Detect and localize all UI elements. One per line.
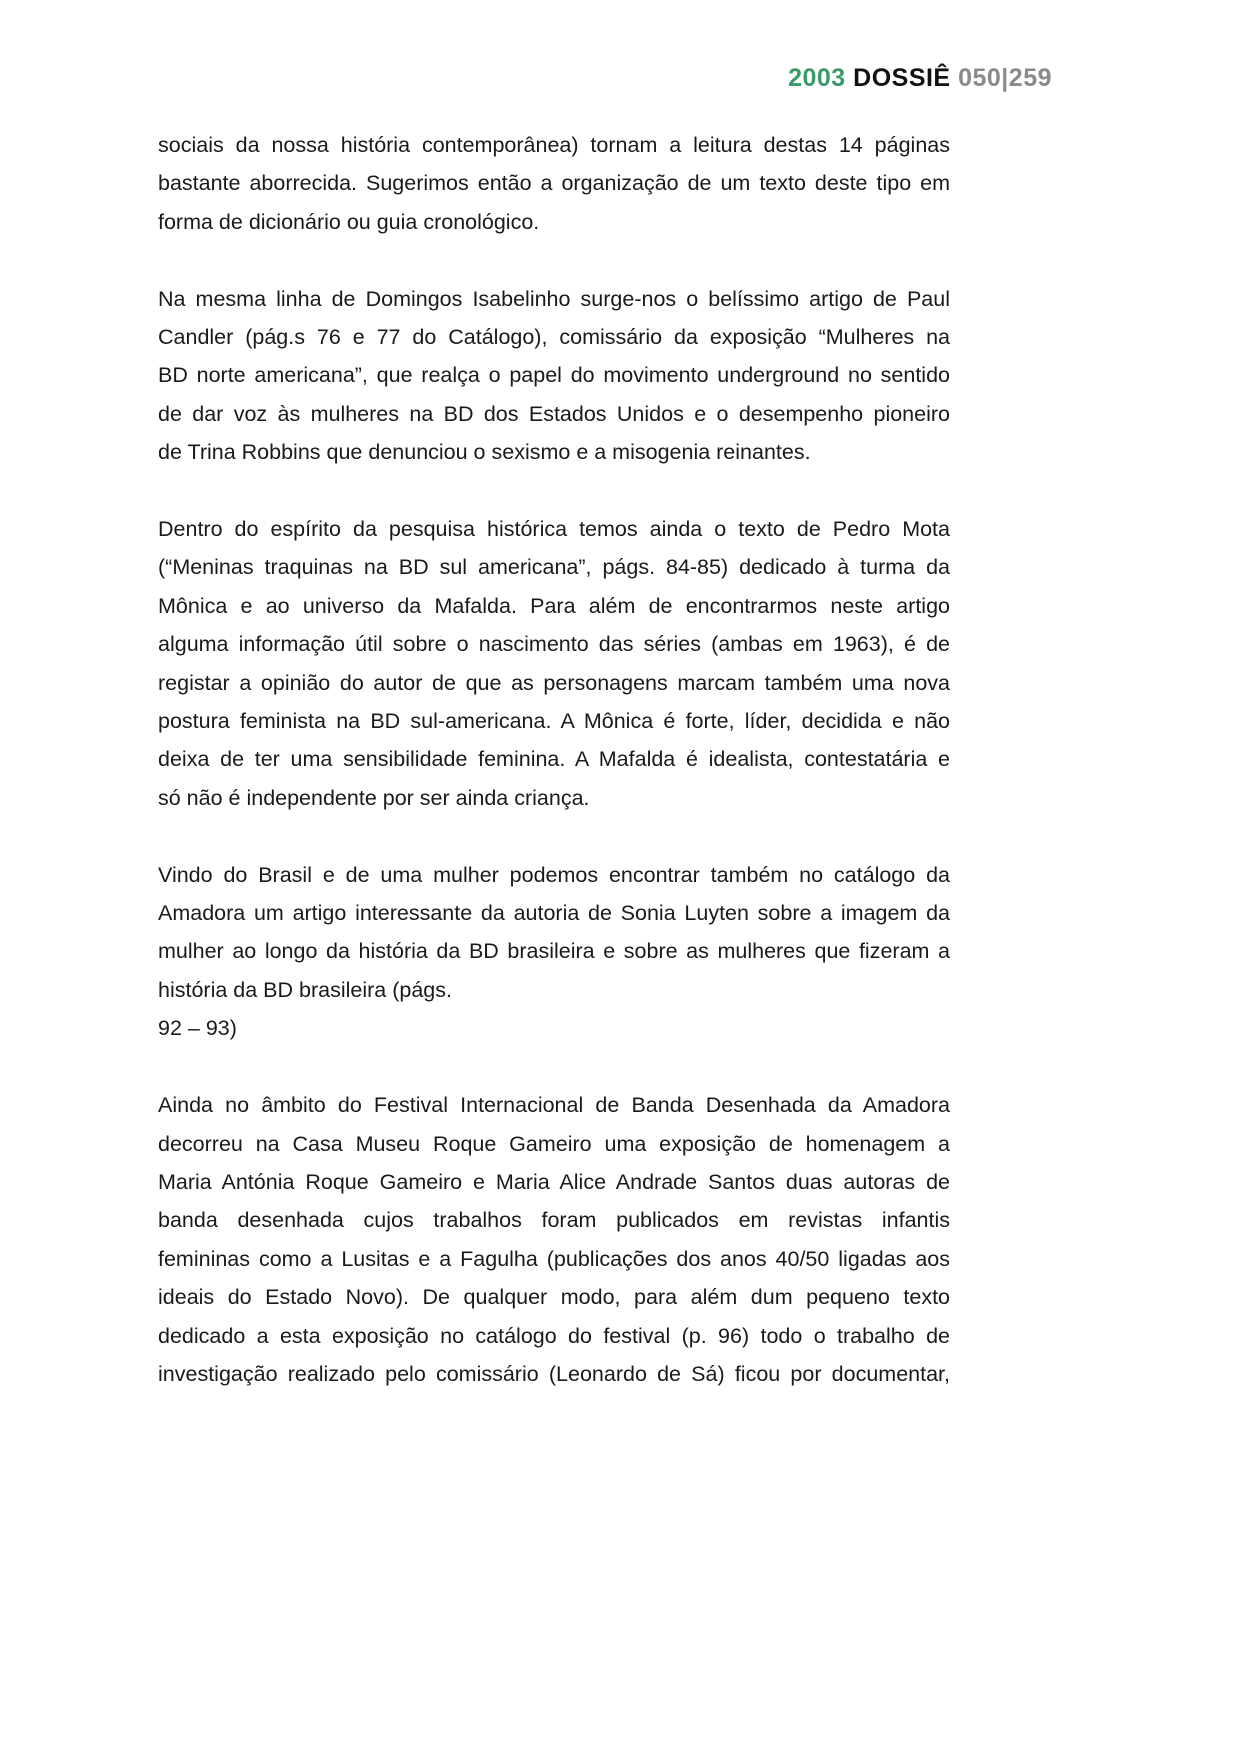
text-line: de Trina Robbins que denunciou o sexismo e a misogenia reinantes.: [158, 440, 811, 465]
text-line: dedicado a esta exposição no catálogo do festival (p. 96) todo o trabalho de: [158, 1323, 950, 1348]
header-year: 2003: [788, 64, 846, 92]
text-line: história da BD brasileira (págs.: [158, 977, 452, 1002]
paragraph: [158, 126, 950, 241]
page-header: [788, 64, 1052, 93]
paragraph: [158, 510, 950, 817]
text-line: 92 – 93): [158, 1016, 237, 1041]
text-line: Amadora um artigo interessante da autoria de Sonia Luyten sobre a imagem da: [158, 901, 950, 926]
text-line: Na mesma linha de Domingos Isabelinho surge-nos o belíssimo artigo de Paul: [158, 286, 950, 311]
text-line: banda desenhada cujos trabalhos foram publicados em revistas infantis: [158, 1208, 950, 1233]
text-line: investigação realizado pelo comissário (Leonardo de Sá) ficou por documentar,: [158, 1361, 950, 1386]
header-title: DOSSIÊ: [853, 64, 951, 92]
text-line: Dentro do espírito da pesquisa histórica temos ainda o texto de Pedro Mota: [158, 517, 950, 542]
text-line: Ainda no âmbito do Festival Internacional de Banda Desenhada da Amadora: [158, 1093, 950, 1118]
text-line: bastante aborrecida. Sugerimos então a organização de um texto deste tipo em: [158, 171, 950, 196]
body-text: [158, 126, 950, 1432]
text-line: Candler (pág.s 76 e 77 do Catálogo), comissário da exposição “Mulheres na: [158, 325, 950, 350]
text-line: registar a opinião do autor de que as personagens marcam também uma nova: [158, 670, 950, 695]
text-line: de dar voz às mulheres na BD dos Estados Unidos e o desempenho pioneiro: [158, 401, 950, 426]
text-line: mulher ao longo da história da BD brasileira e sobre as mulheres que fizeram a: [158, 939, 950, 964]
text-line: Vindo do Brasil e de uma mulher podemos encontrar também no catálogo da: [158, 862, 950, 887]
text-line: femininas como a Lusitas e a Fagulha (publicações dos anos 40/50 ligadas aos: [158, 1246, 950, 1271]
text-line: Mônica e ao universo da Mafalda. Para além de encontrarmos neste artigo: [158, 593, 950, 618]
text-line: ideais do Estado Novo). De qualquer modo, para além dum pequeno texto: [158, 1285, 950, 1310]
paragraph: [158, 856, 950, 1048]
text-line: postura feminista na BD sul-americana. A Mônica é forte, líder, decidida e não: [158, 709, 950, 734]
header-page-number: 050|259: [958, 64, 1052, 92]
text-line: (“Meninas traquinas na BD sul americana”, págs. 84-85) dedicado à turma da: [158, 555, 950, 580]
paragraph: [158, 280, 950, 472]
text-line: forma de dicionário ou guia cronológico.: [158, 209, 540, 234]
text-line: decorreu na Casa Museu Roque Gameiro uma exposição de homenagem a: [158, 1131, 950, 1156]
paragraph: [158, 1086, 950, 1393]
text-line: BD norte americana”, que realça o papel do movimento underground no sentido: [158, 363, 950, 388]
text-line: alguma informação útil sobre o nascimento das séries (ambas em 1963), é de: [158, 632, 950, 657]
text-line: sociais da nossa história contemporânea) tornam a leitura destas 14 páginas: [158, 133, 950, 157]
text-line: deixa de ter uma sensibilidade feminina. A Mafalda é idealista, contestatária e: [158, 747, 950, 772]
text-line: só não é independente por ser ainda criança.: [158, 785, 590, 810]
text-line: Maria Antónia Roque Gameiro e Maria Alice Andrade Santos duas autoras de: [158, 1169, 950, 1194]
